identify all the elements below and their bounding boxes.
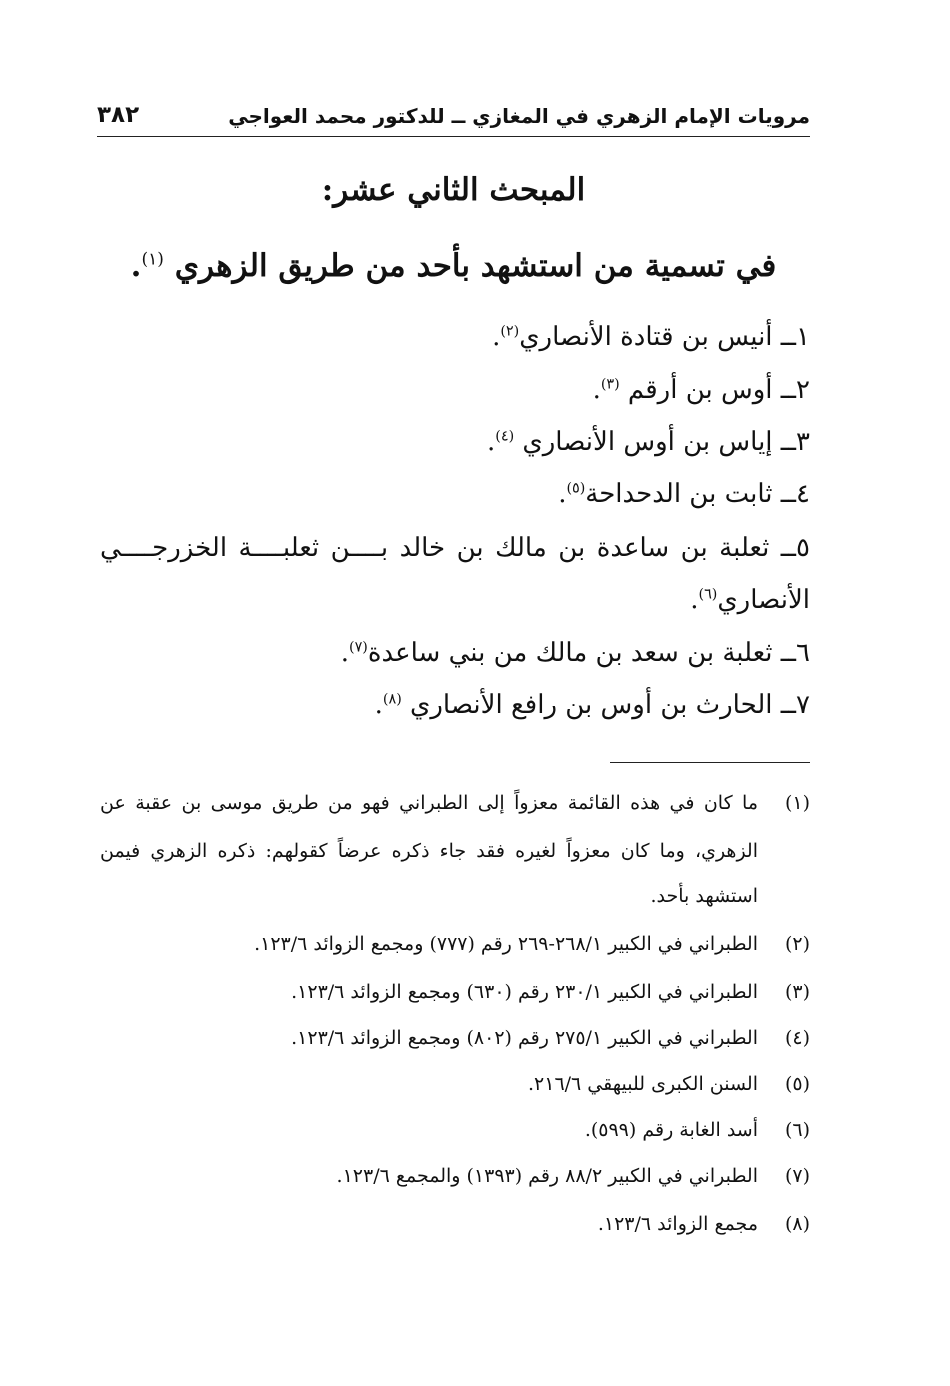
footnote-line: الزهري، وما كان معزواً لغيره فقد جاء ذكره عرضاً كقولهم: ذكره الزهري فيمن [100,840,758,862]
footnote-number: (١) [784,792,810,814]
page-number: ٣٨٢ [97,102,140,128]
running-title: مرويات الإمام الزهري في المغازي ــ للدكتور محمد العواجي [228,104,810,128]
footnote: (٢)الطبراني في الكبير ٢٦٨/١-٢٦٩ رقم (٧٧٧) ومجمع الزوائد ١٢٣/٦. [254,933,810,955]
footnote-ref[interactable]: (٤) [495,428,515,445]
footnote-ref[interactable]: (١) [141,249,164,270]
section-subheading: في تسمية من استشهد بأحد من طريق الزهري $^{(١)}$. [130,248,777,284]
list-item: ٢ــ أوس بن أرقم $^{(٣)}$. [592,375,810,405]
footnote: (٦)أسد الغابة رقم (٥٩٩). [584,1119,810,1141]
list-item: ٣ــ إياس بن أوس الأنصاري $^{(٤)}$. [487,427,810,457]
footnote-ref[interactable]: (٥) [566,480,586,497]
footnote-separator [610,762,810,763]
list-item: ١ــ أنيس بن قتادة الأنصاري$^{(٢)}$. [492,322,810,352]
list-item: ٦ــ ثعلبة بن سعد بن مالك من بني ساعدة$^{(٧)}$. [340,638,810,668]
list-item: ٧ــ الحارث بن أوس بن رافع الأنصاري $^{(٨)}$. [374,690,810,720]
footnote-line: ما كان في هذه القائمة معزواً إلى الطبراني فهو من طريق موسى بن عقبة عن [100,792,758,814]
footnote-ref[interactable]: (٦) [698,586,718,603]
footnote: (٨)مجمع الزوائد ١٢٣/٦. [597,1213,810,1235]
list-item-continuation: الأنصاري$^{(٦)}$. [690,585,810,615]
footnote: (٧)الطبراني في الكبير ٨٨/٢ رقم (١٣٩٣) والمجمع ١٢٣/٦. [336,1165,810,1187]
footnote-ref[interactable]: (٢) [500,323,520,340]
list-item: ٥ــ ثعلبة بن ساعدة بن مالك بن خالد بــــن ثعلبــــة الخزرجــــي [100,533,810,563]
footnote: (٣)الطبراني في الكبير ٢٣٠/١ رقم (٦٣٠) ومجمع الزوائد ١٢٣/٦. [291,981,810,1003]
list-item: ٤ــ ثابت بن الدحداحة$^{(٥)}$. [558,479,810,509]
footnote: (٥)السنن الكبرى للبيهقي ٢١٦/٦. [527,1073,810,1095]
footnote-line: استشهد بأحد. [650,885,758,907]
section-heading: المبحث الثاني عشر: [321,172,586,208]
footnote: (٤)الطبراني في الكبير ٢٧٥/١ رقم (٨٠٢) ومجمع الزوائد ١٢٣/٦. [291,1027,810,1049]
footnote-ref[interactable]: (٨) [382,691,402,708]
footnote-ref[interactable]: (٧) [348,639,368,656]
running-header [97,100,810,137]
footnote-ref[interactable]: (٣) [600,376,620,393]
